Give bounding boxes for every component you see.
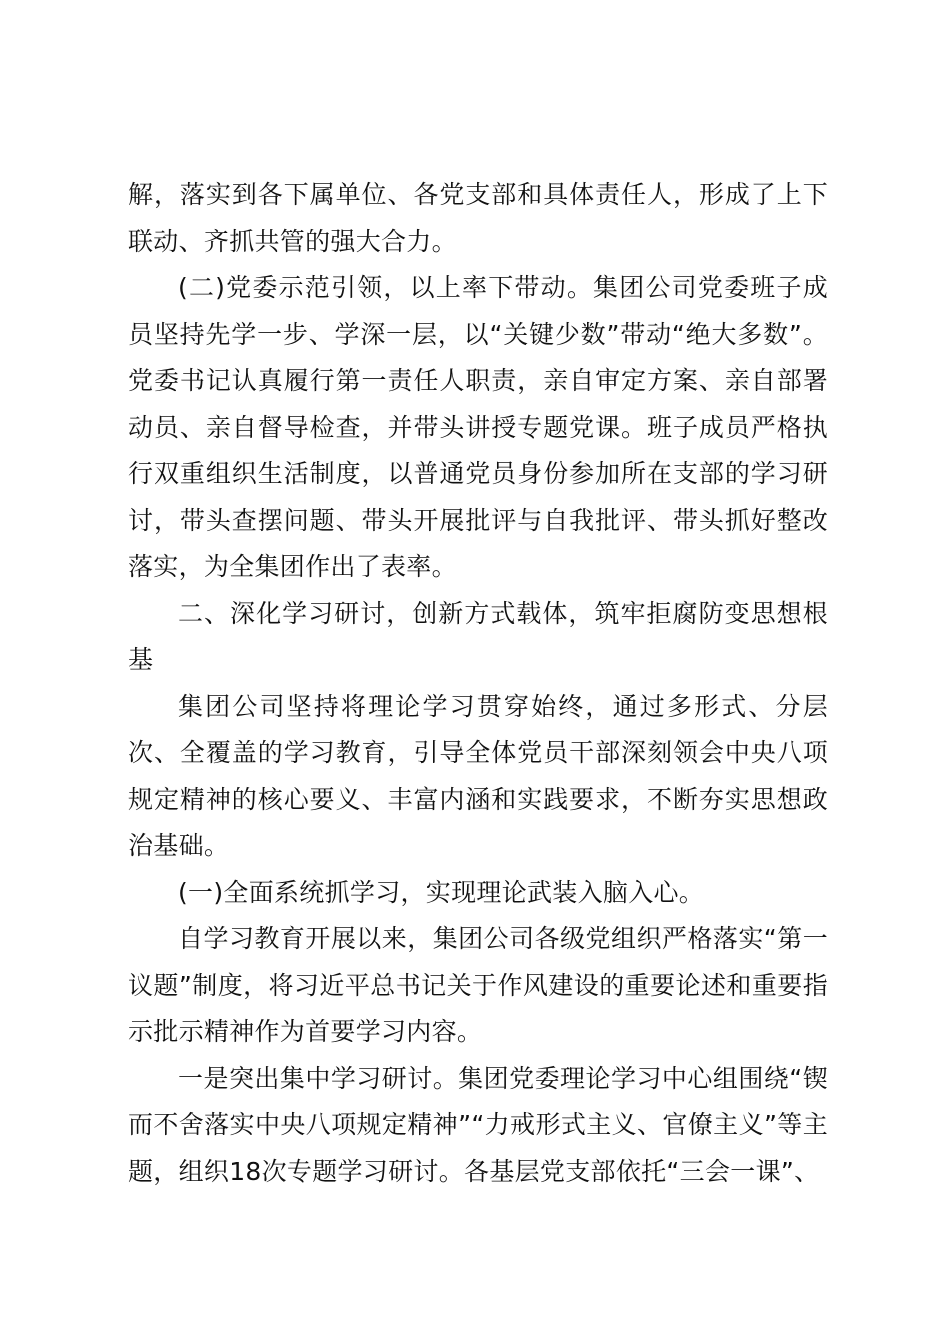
section-heading-two: 二、深化学习研讨，创新方式载体，筑牢拒腐防变思想根基	[128, 598, 828, 674]
paragraph-collective-study: 一是突出集中学习研讨。集团党委理论学习中心组围绕“锲而不舍落实中央八项规定精神”“力戒形式主义、官僚主义”等主题，组织18次专题学习研讨。各基层党支部依托“三会一课”、	[128, 1063, 828, 1186]
subheading-comprehensive-study: (一)全面系统抓学习，实现理论武装入脑入心。	[178, 877, 705, 907]
paragraph-party-committee-leadership: (二)党委示范引领，以上率下带动。集团公司党委班子成员坚持先学一步、学深一层，以“关键少数”带动“绝大多数”。党委书记认真履行第一责任人职责，亲自审定方案、亲自部署动员、亲自督导检查，并带头讲授专题党课。班子成员严格执行双重组织生活制度，以普通党员身份参加所在支部的学习研讨，带头查摆问题、带头开展批评与自我批评、带头抓好整改落实，为全集团作出了表率。	[128, 273, 828, 581]
paragraph-theory-study: 集团公司坚持将理论学习贯穿始终，通过多形式、分层次、全覆盖的学习教育，引导全体党员干部深刻领会中央八项规定精神的核心要义、丰富内涵和实践要求，不断夯实思想政治基础。	[128, 691, 828, 860]
document-body	[128, 172, 828, 1195]
paragraph-continuation: 解，落实到各下属单位、各党支部和具体责任人，形成了上下联动、齐抓共管的强大合力。	[128, 180, 828, 256]
paragraph-first-agenda: 自学习教育开展以来，集团公司各级党组织严格落实“第一议题”制度，将习近平总书记关于作风建设的重要论述和重要指示批示精神作为首要学习内容。	[128, 924, 828, 1046]
